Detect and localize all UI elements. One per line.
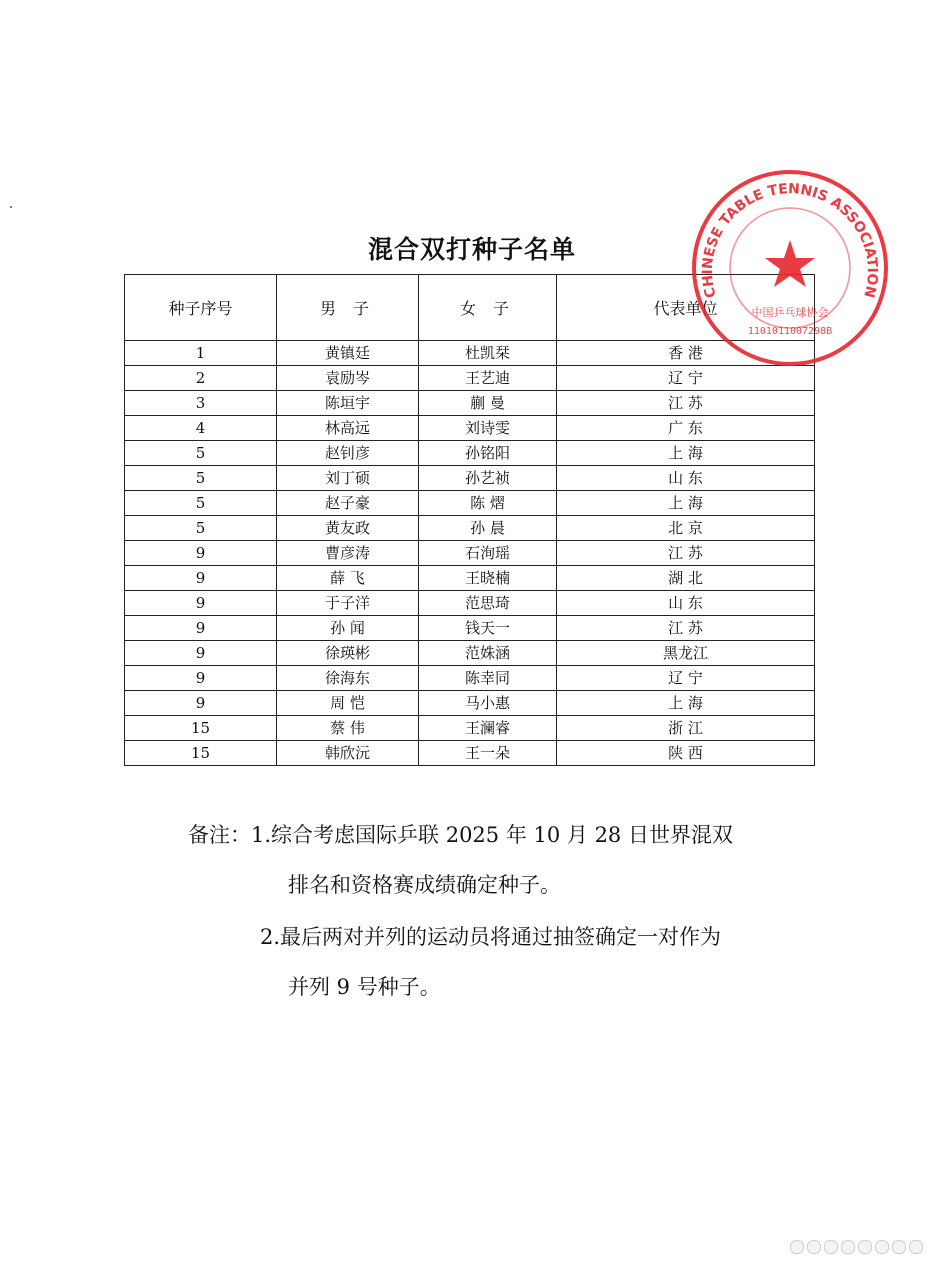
cell-man: 黄友政: [277, 516, 419, 541]
cell-woman: 钱天一: [419, 616, 557, 641]
cell-woman: 杜凯栞: [419, 341, 557, 366]
cell-man: 刘丁硕: [277, 466, 419, 491]
cell-woman: 石洵瑶: [419, 541, 557, 566]
cell-man: 徐瑛彬: [277, 641, 419, 666]
table-row: [125, 741, 815, 766]
cell-seed-number: 1: [125, 341, 277, 366]
cell-unit: 广 东: [557, 416, 815, 441]
note-line-1: 备注：1.综合考虑国际乒联 2025 年 10 月 28 日世界混双: [188, 823, 733, 847]
cell-unit: 江 苏: [557, 541, 815, 566]
table-row: [125, 416, 815, 441]
table-row: [125, 716, 815, 741]
cell-unit: 山 东: [557, 591, 815, 616]
table-row: [125, 641, 815, 666]
cell-unit: 陕 西: [557, 741, 815, 766]
table-row: [125, 591, 815, 616]
cell-man: 韩欣沅: [277, 741, 419, 766]
cell-woman: 陈 熠: [419, 491, 557, 516]
note-line-2: 排名和资格赛成绩确定种子。: [288, 873, 561, 897]
cell-seed-number: 4: [125, 416, 277, 441]
indicator-dot: [841, 1240, 855, 1254]
cell-seed-number: 2: [125, 366, 277, 391]
seal-code: 1101011007298B: [747, 326, 833, 337]
table-row: [125, 566, 815, 591]
table-row: [125, 366, 815, 391]
cell-seed-number: 9: [125, 591, 277, 616]
indicator-dot: [858, 1240, 872, 1254]
cell-unit: 辽 宁: [557, 366, 815, 391]
table-row: [125, 491, 815, 516]
cell-seed-number: 9: [125, 666, 277, 691]
cell-woman: 孙艺祯: [419, 466, 557, 491]
cell-seed-number: 5: [125, 466, 277, 491]
indicator-dot: [875, 1240, 889, 1254]
cell-unit: 江 苏: [557, 391, 815, 416]
cell-man: 周 恺: [277, 691, 419, 716]
cell-man: 薛 飞: [277, 566, 419, 591]
table-row: [125, 391, 815, 416]
cell-unit: 辽 宁: [557, 666, 815, 691]
cell-seed-number: 9: [125, 616, 277, 641]
seal-outer-text: CHINESE TABLE TENNIS ASSOCIATION: [699, 181, 881, 300]
table-row: [125, 516, 815, 541]
seal-star-icon: [765, 240, 815, 287]
cell-woman: 刘诗雯: [419, 416, 557, 441]
indicator-dot: [824, 1240, 838, 1254]
cell-unit: 湖 北: [557, 566, 815, 591]
cell-woman: 王一朵: [419, 741, 557, 766]
cell-man: 徐海东: [277, 666, 419, 691]
cell-unit: 黑龙江: [557, 641, 815, 666]
cell-seed-number: 15: [125, 741, 277, 766]
table-row: [125, 441, 815, 466]
table-row: [125, 466, 815, 491]
cell-woman: 蒯 曼: [419, 391, 557, 416]
cell-seed-number: 9: [125, 691, 277, 716]
page-title: 混合双打种子名单: [367, 235, 576, 264]
cell-unit: 香 港: [557, 341, 815, 366]
table-row: [125, 666, 815, 691]
scan-speck: [10, 206, 12, 208]
cell-woman: 孙 晨: [419, 516, 557, 541]
cell-woman: 王澜睿: [419, 716, 557, 741]
note-line-4: 并列 9 号种子。: [288, 975, 441, 999]
cell-woman: 王晓楠: [419, 566, 557, 591]
cell-man: 袁励岑: [277, 366, 419, 391]
cell-unit: 山 东: [557, 466, 815, 491]
cell-unit: 浙 江: [557, 716, 815, 741]
cell-seed-number: 15: [125, 716, 277, 741]
cell-seed-number: 9: [125, 541, 277, 566]
cell-unit: 上 海: [557, 441, 815, 466]
cell-woman: 孙铭阳: [419, 441, 557, 466]
header-seed-number: 种子序号: [125, 275, 277, 341]
table-row: [125, 616, 815, 641]
cell-woman: 范姝涵: [419, 641, 557, 666]
cell-man: 黄镇廷: [277, 341, 419, 366]
cell-man: 于子洋: [277, 591, 419, 616]
cell-man: 孙 闻: [277, 616, 419, 641]
note-line-3: 2.最后两对并列的运动员将通过抽签确定一对作为: [260, 925, 722, 949]
cell-woman: 范思琦: [419, 591, 557, 616]
indicator-dot: [790, 1240, 804, 1254]
cell-woman: 王艺迪: [419, 366, 557, 391]
cell-man: 陈垣宇: [277, 391, 419, 416]
table-row: [125, 691, 815, 716]
cell-woman: 马小惠: [419, 691, 557, 716]
indicator-dot: [807, 1240, 821, 1254]
cell-seed-number: 5: [125, 441, 277, 466]
cell-seed-number: 9: [125, 566, 277, 591]
cell-unit: 上 海: [557, 691, 815, 716]
cell-unit: 北 京: [557, 516, 815, 541]
cell-woman: 陈幸同: [419, 666, 557, 691]
cell-unit: 江 苏: [557, 616, 815, 641]
header-women: 女 子: [419, 275, 557, 341]
cell-man: 林高远: [277, 416, 419, 441]
indicator-dot: [909, 1240, 923, 1254]
cell-man: 赵钊彦: [277, 441, 419, 466]
official-seal-stamp: [690, 168, 890, 368]
cell-seed-number: 5: [125, 491, 277, 516]
seal-inner-text: 中国乒乓球协会: [751, 306, 829, 319]
cell-seed-number: 9: [125, 641, 277, 666]
cell-man: 赵子豪: [277, 491, 419, 516]
cell-man: 蔡 伟: [277, 716, 419, 741]
header-men: 男 子: [277, 275, 419, 341]
table-body: [125, 341, 815, 766]
table-row: [125, 541, 815, 566]
header-unit: 代表单位: [557, 275, 815, 341]
cell-seed-number: 5: [125, 516, 277, 541]
indicator-dot: [892, 1240, 906, 1254]
page-indicator: [790, 1236, 930, 1258]
cell-unit: 上 海: [557, 491, 815, 516]
cell-man: 曹彦涛: [277, 541, 419, 566]
cell-seed-number: 3: [125, 391, 277, 416]
